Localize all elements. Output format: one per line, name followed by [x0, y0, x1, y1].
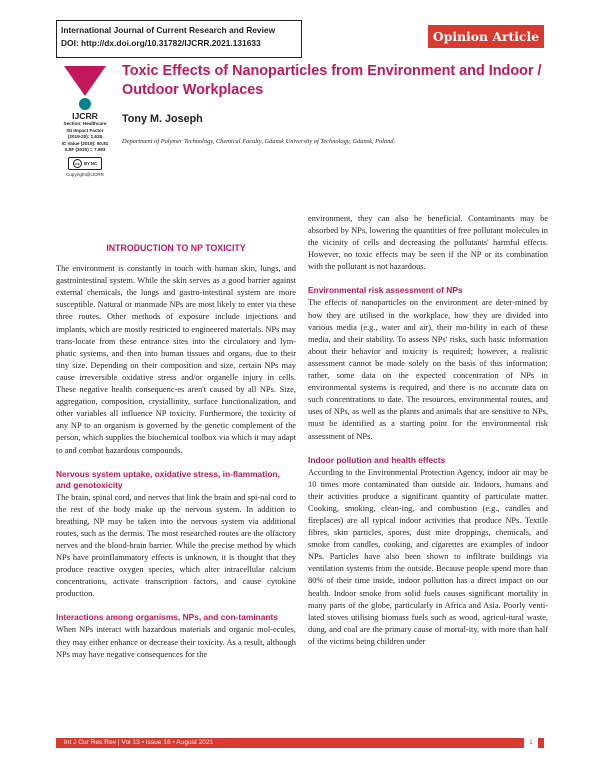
- doi-link[interactable]: DOI: http://dx.doi.org/10.31782/IJCRR.2021.131633: [61, 38, 261, 48]
- footer-citation: Int J Cur Res Rev | Vol 13 • Issue 16 • August 2021: [64, 739, 214, 746]
- indoor-pollution-heading: Indoor pollution and health effects: [308, 454, 446, 465]
- nervous-system-heading: Nervous system uptake, oxidative stress, in-flammation, and genotoxicity: [56, 468, 280, 490]
- indoor-pollution-paragraph: According to the Environmental Protection Agency, indoor air may be 10 times more contaminated than outside air. Indoors, humans and their activities produce a significant quantity of particulate matter. Cooking, smoking, clean-ing, and combustion (e.g., candles and fireplaces) are all typical indoor activities that produce NPs. Textile fibres, skin particles, spores, dust mite droppings, chemicals, and smoke from candles, cooking, and cigarettes are examples of indoor NPs. Particles have also been shown to infiltrate buildings via ventilation systems from the outside. Because people spend more than 80% of their time inside, indoor pollution has a direct impact on our health. Indoor smoke from solid fuels causes significant mortality in many parts of the globe, particularly in Africa and Asia. Poorly venti-lated stoves utilising biomass fuels such as wood, agricul-tural waste, dung, and coal are the primary cause of mortal-ity, with more than half of the victims being children under: [308, 467, 548, 646]
- intro-paragraph: The environment is constantly in touch with human skin, lungs, and gastrointestinal system. While the skin serves as a good barrier against external chemicals, the lungs and gastro-intestinal system are more susceptible. Natural or manmade NPs are most likely to enter via these three routes. Other methods of exposure include injections and implants, which are mostly restricted to engineered materials. NPs may trans-locate from these entrance sites into the circulatory and lym-phatic systems, and then into human tissues and organs, due to their tiny size. Depending on their composition and size, certain NPs may cause irreversible oxidative stress and/or organelle injury in cells. These negative health consequenc-es aren't caused by all NPs. Size, aggregation, composition, crystallinity, surface functionalization, and other variables all influence NP toxicity. Furthermore, the toxicity of any NP to an organism is governed by the genetic complement of the person, which supplies the biochemical toolbox via which it may adapt to and combat hazardous compounds.: [56, 264, 296, 455]
- page-number: 1: [524, 738, 538, 748]
- continuation-paragraph: environment, they can also be beneficial. Contaminants may be absorbed by NPs, lowering the quantities of free pollutant molecules in the vicinity of cells and decreasing the pollutants' harmful effects. However, no toxic effects may be seen if the NP or its combination with the pollutant is not hazardous.: [308, 214, 548, 272]
- cc-label: BY NC: [84, 160, 97, 166]
- article-title: Toxic Effects of Nanoparticles from Environment and Indoor / Outdoor Workplaces: [122, 63, 542, 98]
- interactions-paragraph: When NPs interact with hazardous materials and organic mol-ecules, they may either enhance or decrease their toxicity. As a result, although NPs may have negative consequences for the: [56, 625, 296, 659]
- left-column: [56, 213, 296, 661]
- environmental-risk-paragraph: The effects of nanoparticles on the environment are deter-mined by how they are utilised in the workplace, how they are divided into various media (e.g., water and air), their mo-bility in each of these media, and their stability. To assess NPs' risks, such basic information about their behavior and toxicity is required; however, a realistic assessment cannot be made solely on the basis of this information; rather, some data on the expected concentration of NPs in environmental systems is required, and there is no accurate data on such concentrations to date. The resources, environmental routes, and uses of NPs, as well as the plants and animals that are sensitive to NPs, must be identified as a starting point for the environmental risk assessment of NPs.: [308, 298, 548, 441]
- author-affiliation: Department of Polymer Technology, Chemical Faculty, Gdansk University of Technology, Gdansk, Poland.: [122, 138, 396, 145]
- article-author: Tony M. Joseph: [122, 113, 203, 125]
- logo-section: Section: Healthcare: [63, 121, 107, 126]
- creative-commons-badge[interactable]: [68, 157, 102, 170]
- environmental-risk-heading: Environmental risk assessment of NPs: [308, 285, 463, 296]
- article-type-badge: Opinion Article: [428, 25, 544, 48]
- ijcrr-logo-icon: [64, 66, 106, 110]
- logo-sjif-value: SJIF (2020) = 7.893: [64, 147, 106, 153]
- intro-heading: INTRODUCTION TO NP TOXICITY: [106, 243, 246, 253]
- journal-header-box: [56, 20, 302, 58]
- footer-bar: [56, 738, 544, 748]
- logo-impact-label: ISI Impact Factor: [66, 127, 104, 133]
- nervous-system-paragraph: The brain, spinal cord, and nerves that link the brain and spi-nal cord to the rest of the body make up the nervous system. In addition to breathing, NP may be taken into the nervous system via additional routes, such as the dermis. The most researched routes are the olfactory nerves and the blood-brain barrier. While the precise method by which NPs have proinflammatory effects is unknown, it is thought that they produce reactive oxygen species, which alter intracellular calcium concentrations, activate transcription factors, and cause cytokine production.: [56, 492, 296, 599]
- copyright-text: Copyright@IJCRR: [66, 171, 104, 177]
- journal-name: International Journal of Current Research and Review: [61, 25, 276, 35]
- logo-ic-value: IC Value (2019): 90.81: [61, 140, 109, 146]
- journal-logo-panel: [56, 66, 114, 178]
- cc-icon: cc: [73, 159, 82, 168]
- right-column: [308, 213, 548, 648]
- logo-impact-value: (2019-20): 1.628: [67, 134, 103, 140]
- logo-name: IJCRR: [72, 111, 98, 121]
- interactions-heading: Interactions among organisms, NPs, and con-taminants: [56, 612, 278, 623]
